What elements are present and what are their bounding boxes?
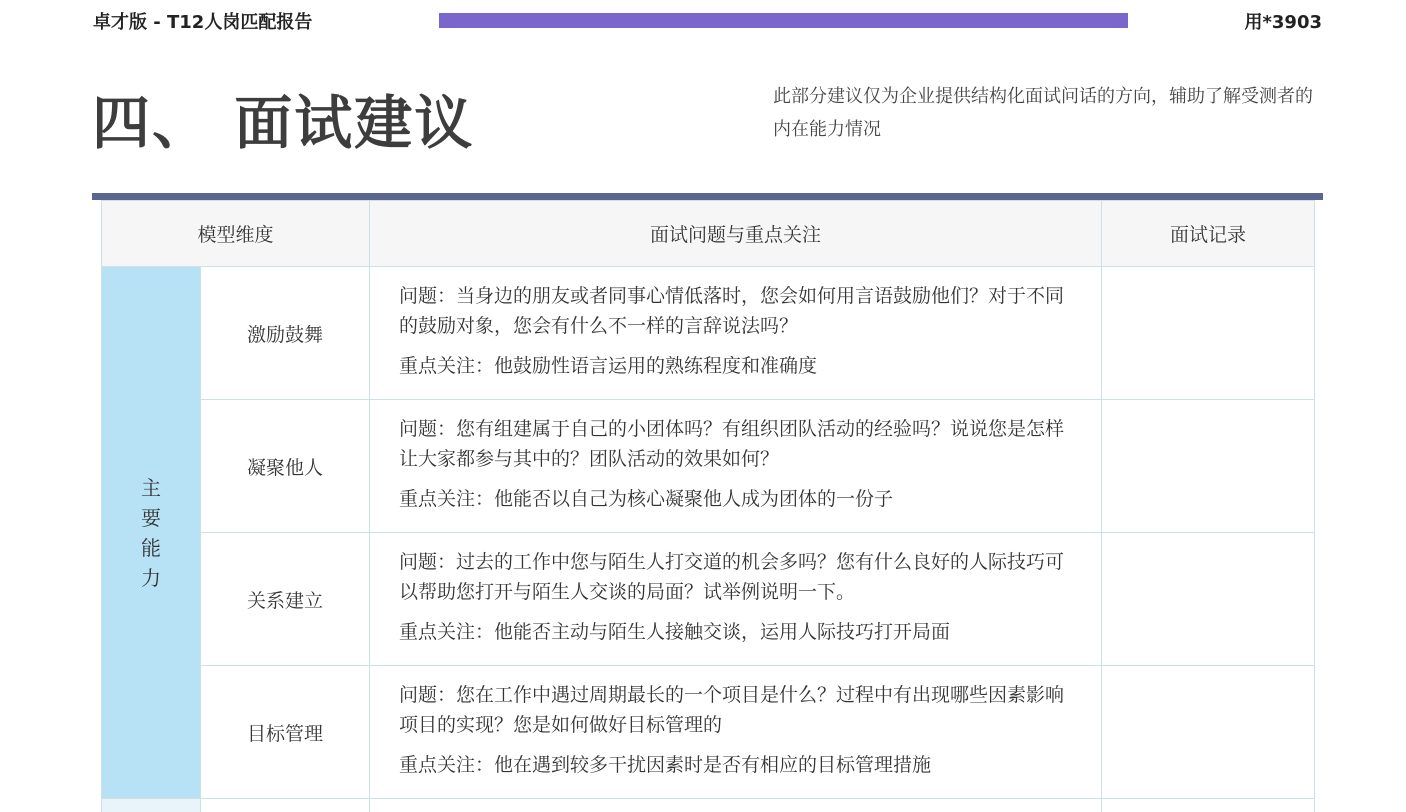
category-cell-next	[102, 799, 201, 812]
focus-text: 重点关注：他在遇到较多干扰因素时是否有相应的目标管理措施	[399, 754, 932, 776]
question-cell	[370, 666, 1102, 799]
question-cell	[370, 400, 1102, 533]
question-cell-next	[370, 799, 1102, 812]
focus-text: 重点关注：他能否以自己为核心凝聚他人成为团体的一份子	[399, 488, 894, 510]
record-cell[interactable]	[1102, 533, 1315, 666]
table-row-partial	[102, 799, 1315, 812]
table-row	[102, 267, 1315, 400]
user-id: 用*3903	[1244, 12, 1322, 33]
interview-table	[101, 200, 1315, 812]
dimension-cell: 激励鼓舞	[201, 267, 370, 400]
focus-text: 重点关注：他鼓励性语言运用的熟练程度和准确度	[399, 355, 818, 377]
table-header-row	[102, 201, 1315, 267]
record-cell[interactable]	[1102, 267, 1315, 400]
col-header-question: 面试问题与重点关注	[370, 201, 1102, 267]
section-note: 此部分建议仅为企业提供结构化面试问话的方向，辅助了解受测者的内在能力情况	[773, 86, 1313, 140]
dimension-cell: 目标管理	[201, 666, 370, 799]
dimension-cell-next	[201, 799, 370, 812]
col-header-record: 面试记录	[1102, 201, 1315, 267]
question-text: 问题：过去的工作中您与陌生人打交道的机会多吗？您有什么良好的人际技巧可以帮助您打开与陌生人交谈的局面？试举例说明一下。	[399, 551, 1065, 603]
record-cell[interactable]	[1102, 400, 1315, 533]
section-title: 四、 面试建议	[92, 89, 475, 157]
table-row	[102, 533, 1315, 666]
question-cell	[370, 533, 1102, 666]
focus-text: 重点关注：他能否主动与陌生人接触交谈，运用人际技巧打开局面	[399, 621, 951, 643]
dimension-cell: 关系建立	[201, 533, 370, 666]
table-top-rule	[92, 193, 1323, 200]
table-row	[102, 400, 1315, 533]
report-title: 卓才版 - T12人岗匹配报告	[93, 12, 313, 33]
category-label: 主要能力	[141, 475, 161, 590]
dimension-cell: 凝聚他人	[201, 400, 370, 533]
record-cell-next[interactable]	[1102, 799, 1315, 812]
category-cell	[102, 267, 201, 799]
question-text: 问题：您在工作中遇过周期最长的一个项目是什么？过程中有出现哪些因素影响项目的实现？您是如何做好目标管理的	[399, 684, 1065, 736]
col-header-dimension: 模型维度	[102, 201, 370, 267]
question-cell	[370, 267, 1102, 400]
header-accent-bar	[439, 13, 1128, 28]
record-cell[interactable]	[1102, 666, 1315, 799]
question-text: 问题：当身边的朋友或者同事心情低落时，您会如何用言语鼓励他们？对于不同的鼓励对象，您会有什么不一样的言辞说法吗？	[399, 285, 1065, 337]
table-row	[102, 666, 1315, 799]
question-text: 问题：您有组建属于自己的小团体吗？有组织团队活动的经验吗？说说您是怎样让大家都参与其中的？团队活动的效果如何？	[399, 418, 1065, 470]
